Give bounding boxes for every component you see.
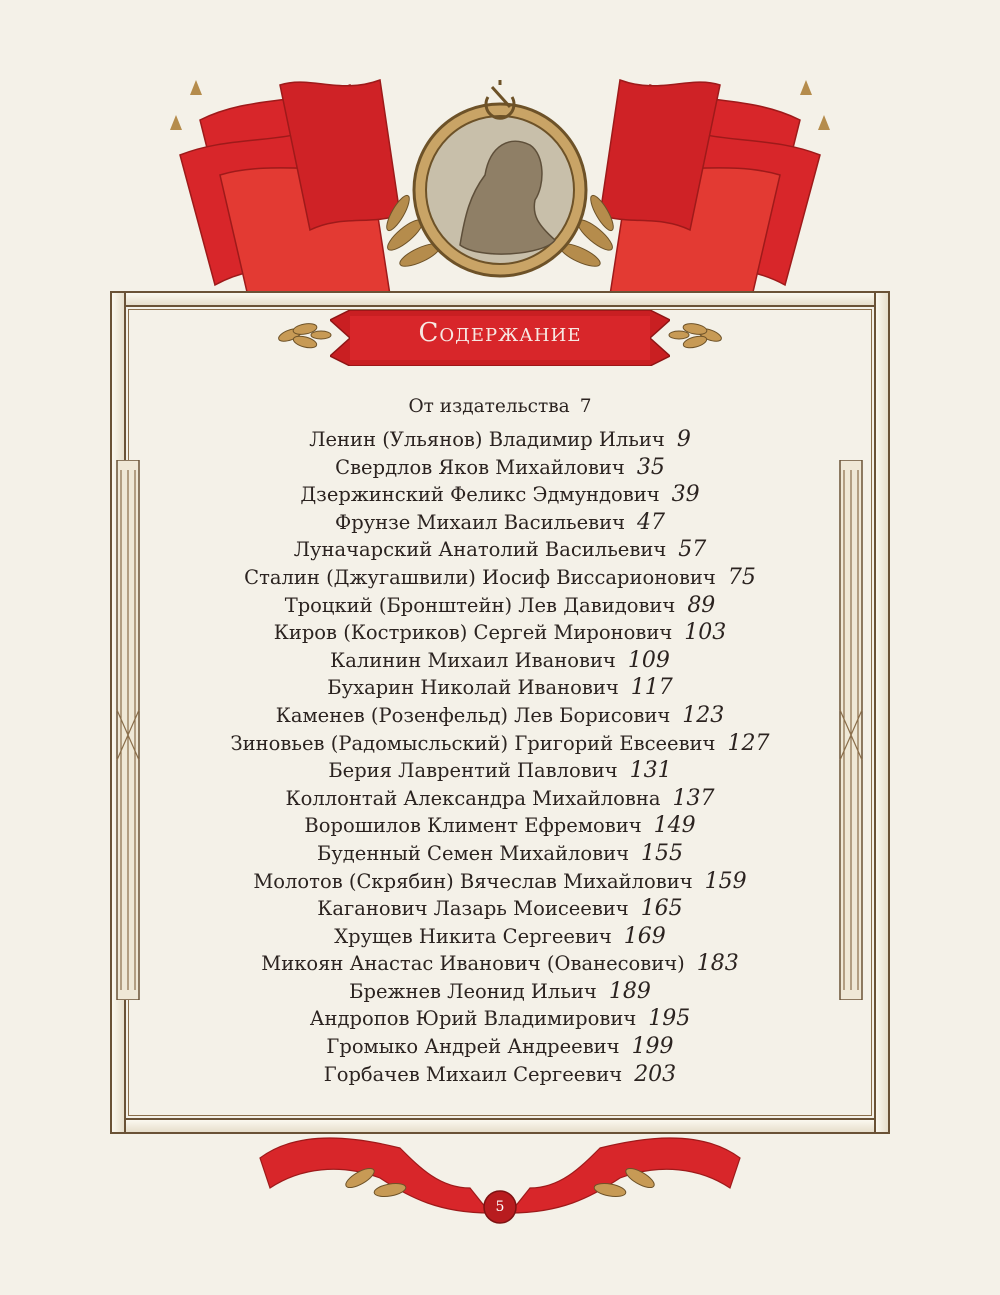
toc-entry-page: 109 <box>627 647 670 673</box>
toc-entry <box>140 481 860 509</box>
toc-entry-title: Киров (Костриков) Сергей Миронович <box>273 621 673 645</box>
toc-entry-page: 155 <box>641 840 683 866</box>
toc-entry-page: 199 <box>631 1034 674 1060</box>
toc-entry <box>140 647 860 675</box>
toc-entry-page: 203 <box>634 1061 677 1087</box>
toc-entry <box>140 426 860 454</box>
red-flags-illustration <box>160 25 840 315</box>
toc-entry-page: 189 <box>608 978 651 1004</box>
toc-entry <box>140 757 860 785</box>
toc-entry-title: Берия Лаврентий Павлович <box>328 759 618 783</box>
toc-entry <box>140 730 860 758</box>
toc-entry-title: Каганович Лазарь Моисеевич <box>317 897 629 921</box>
toc-entry-title: Брежнев Леонид Ильич <box>349 979 597 1003</box>
toc-entry-title: Ворошилов Климент Ефремович <box>304 814 642 838</box>
toc-entry <box>140 923 860 951</box>
toc-entry <box>140 785 860 813</box>
toc-entry-page: 131 <box>629 758 672 784</box>
toc-entry-page: 159 <box>704 868 747 894</box>
toc-entry-page: 7 <box>579 396 592 417</box>
toc-entry-title: Хрущев Никита Сергеевич <box>334 924 612 948</box>
toc-entry-page: 103 <box>684 620 727 646</box>
toc-entry <box>140 1061 860 1089</box>
toc-entry <box>140 674 860 702</box>
toc-entry-title: Луначарский Анатолий Васильевич <box>293 538 667 562</box>
toc-entry-page: 47 <box>636 509 665 535</box>
toc-entry-page: 183 <box>696 951 739 977</box>
toc-entry-page: 57 <box>678 537 707 563</box>
toc-entry <box>140 868 860 896</box>
toc-entry-title: Сталин (Джугашвили) Иосиф Виссарионович <box>244 565 716 589</box>
toc-entry-title: Коллонтай Александра Михайловна <box>285 786 661 810</box>
toc-entry <box>140 454 860 482</box>
page-number: 5 <box>495 1199 505 1215</box>
laurel-branch-icon <box>275 315 335 355</box>
toc-entry-page: 137 <box>672 785 715 811</box>
page-title: Содержание <box>418 318 582 348</box>
left-column-ornament <box>115 460 141 1000</box>
toc-entry-title: Андропов Юрий Владимирович <box>309 1007 637 1031</box>
toc-entry-title: Горбачев Михаил Сергеевич <box>323 1062 623 1086</box>
toc-entry-page: 9 <box>676 427 691 452</box>
toc-entry <box>140 895 860 923</box>
lenin-medallion-icon <box>414 104 586 276</box>
toc-entry-title: Свердлов Яков Михайлович <box>335 455 625 479</box>
toc-entry-page: 169 <box>623 923 666 949</box>
toc-entry <box>140 619 860 647</box>
toc-entry <box>140 978 860 1006</box>
toc-entry-title: Фрунзе Михаил Васильевич <box>335 510 625 534</box>
toc-entry-title: Молотов (Скрябин) Вячеслав Михайлович <box>253 869 693 893</box>
toc-entry <box>140 536 860 564</box>
toc-entry <box>140 1033 860 1061</box>
frame-top <box>110 291 890 307</box>
table-of-contents <box>140 392 860 1088</box>
toc-entry <box>140 840 860 868</box>
toc-entry-title: Ленин (Ульянов) Владимир Ильич <box>309 428 665 451</box>
frame-right <box>874 291 890 1134</box>
toc-entry-title: Калинин Михаил Иванович <box>330 648 616 672</box>
toc-entry-title: Троцкий (Бронштейн) Лев Давидович <box>284 593 676 617</box>
toc-entry-page: 35 <box>636 454 665 480</box>
toc-entry-title: Микоян Анастас Иванович (Ованесович) <box>261 952 685 976</box>
toc-entry-title: Буденный Семен Михайлович <box>317 841 629 865</box>
toc-entry-page: 127 <box>727 730 770 756</box>
toc-entry-page: 39 <box>671 482 700 508</box>
toc-entry-title: Каменев (Розенфельд) Лев Борисович <box>275 703 671 727</box>
toc-entry-title: Зиновьев (Радомысльский) Григорий Евсеевич <box>230 731 716 755</box>
toc-entry <box>140 950 860 978</box>
toc-entry <box>140 392 860 426</box>
toc-entry-page: 165 <box>640 896 683 922</box>
toc-entry-page: 117 <box>630 675 673 701</box>
toc-entry-page: 123 <box>682 702 725 728</box>
laurel-branch-icon <box>665 315 725 355</box>
toc-entry <box>140 564 860 592</box>
toc-entry-title: Дзержинский Феликс Эдмундович <box>300 483 660 507</box>
toc-entry <box>140 592 860 620</box>
toc-entry-page: 195 <box>648 1006 691 1032</box>
toc-entry <box>140 812 860 840</box>
toc-entry <box>140 702 860 730</box>
toc-entry-page: 149 <box>653 813 696 839</box>
toc-entry-title: От издательства <box>408 396 570 417</box>
toc-entry <box>140 509 860 537</box>
toc-entry-page: 89 <box>687 592 716 618</box>
toc-entry-title: Громыко Андрей Андреевич <box>326 1035 620 1059</box>
toc-entry-page: 75 <box>727 564 756 590</box>
toc-entry-title: Бухарин Николай Иванович <box>327 676 619 700</box>
toc-entry <box>140 1005 860 1033</box>
